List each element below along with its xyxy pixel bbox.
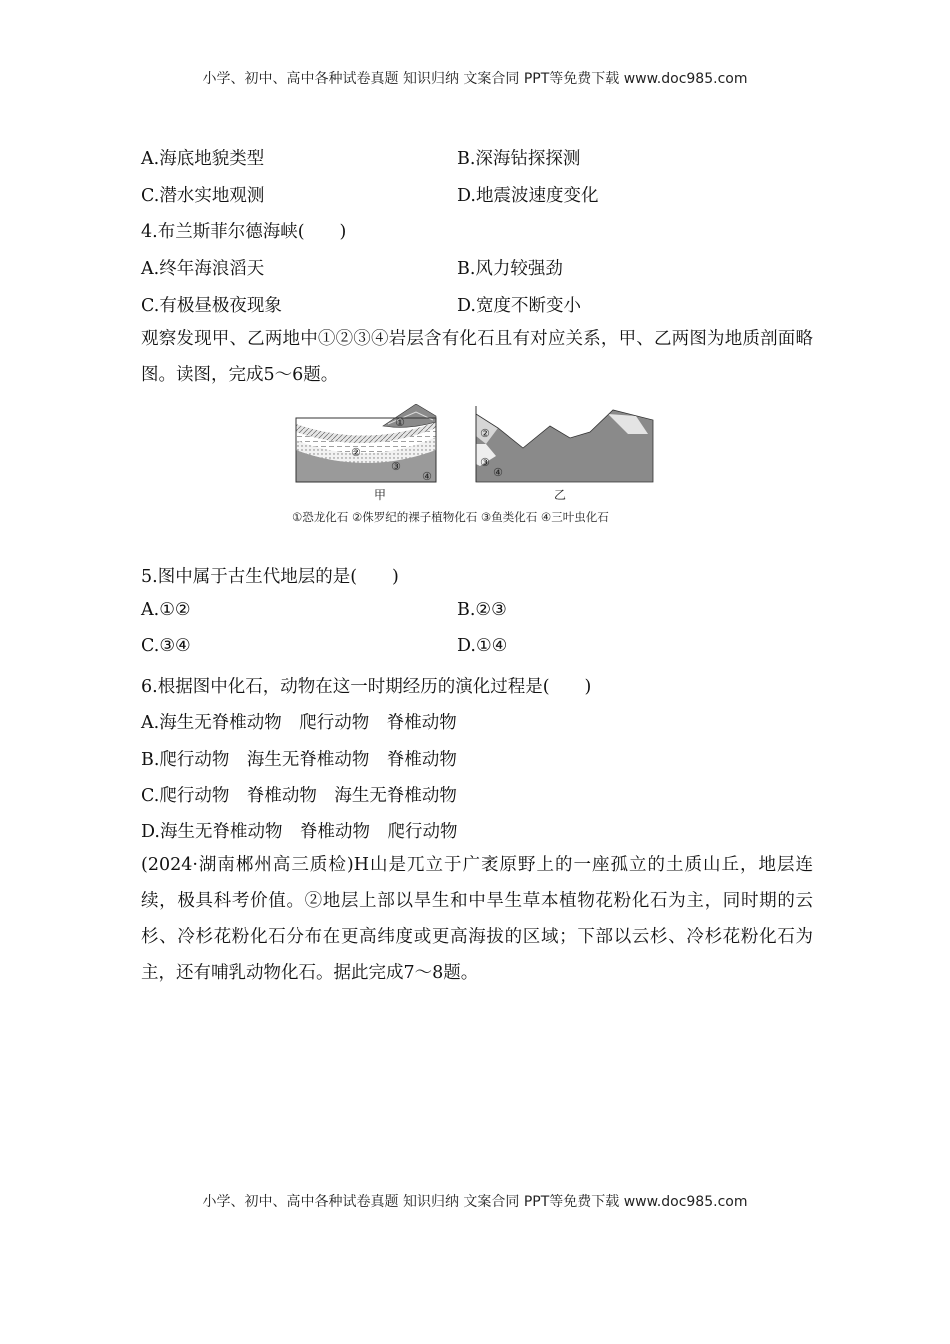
label-yi: 乙	[554, 488, 567, 502]
q5-option-a: A.①②	[141, 600, 191, 620]
q6-option-d: D.海生无脊椎动物 脊椎动物 爬行动物	[141, 822, 458, 842]
q6-stem: 6.根据图中化石，动物在这一时期经历的演化过程是( )	[141, 677, 592, 697]
intro-7-8: (2024·湖南郴州高三质检)H山是兀立于广袤原野上的一座孤立的土质山丘，地层连续，极具科考价值。②地层上部以旱生和中旱生草本植物花粉化石为主，同时期的云杉、冷杉花粉化石分布在更高纬度或更高海拔的区域；下部以云杉、冷杉花粉化石为主，还有哺乳动物化石。据此完成7～8题。	[141, 855, 813, 983]
marker-jia-4: ④	[422, 470, 432, 483]
q4-stem: 4.布兰斯菲尔德海峡( )	[141, 222, 347, 242]
page-header: 小学、初中、高中各种试卷真题 知识归纳 文案合同 PPT等免费下载 www.doc985.com	[202, 71, 748, 87]
q5-option-b: B.②③	[457, 600, 507, 620]
q3-option-b: B.深海钻探探测	[457, 149, 581, 169]
q4-option-c: C.有极昼极夜现象	[141, 296, 282, 316]
intro-5-6: 观察发现甲、乙两地中①②③④岩层含有化石且有对应关系，甲、乙两图为地质剖面略图。读图，完成5～6题。	[141, 329, 813, 385]
q6-option-a: A.海生无脊椎动物 爬行动物 脊椎动物	[141, 713, 457, 733]
marker-jia-2: ②	[351, 446, 361, 459]
marker-yi-3: ③	[480, 456, 490, 469]
marker-jia-1: ①	[395, 416, 405, 429]
q5-option-c: C.③④	[141, 636, 191, 656]
marker-jia-3: ③	[391, 460, 401, 473]
q4-option-d: D.宽度不断变小	[457, 296, 581, 316]
q5-stem: 5.图中属于古生代地层的是( )	[141, 567, 399, 587]
q3-option-c: C.潜水实地观测	[141, 186, 265, 206]
label-jia: 甲	[374, 488, 387, 502]
marker-yi-2: ②	[480, 427, 490, 440]
q6-option-b: B.爬行动物 海生无脊椎动物 脊椎动物	[141, 750, 457, 770]
q3-option-a: A.海底地貌类型	[141, 149, 265, 169]
q4-option-b: B.风力较强劲	[457, 259, 563, 279]
q6-option-c: C.爬行动物 脊椎动物 海生无脊椎动物	[141, 786, 457, 806]
profile-jia	[296, 404, 436, 482]
geologic-profile-figure	[288, 404, 663, 530]
page-footer: 小学、初中、高中各种试卷真题 知识归纳 文案合同 PPT等免费下载 www.doc985.com	[202, 1194, 748, 1210]
q5-option-d: D.①④	[457, 636, 508, 656]
marker-yi-4: ④	[493, 466, 503, 479]
q3-option-d: D.地震波速度变化	[457, 186, 599, 206]
figure-caption: ①恐龙化石 ②侏罗纪的裸子植物化石 ③鱼类化石 ④三叶虫化石	[292, 510, 609, 524]
q4-option-a: A.终年海浪滔天	[141, 259, 265, 279]
